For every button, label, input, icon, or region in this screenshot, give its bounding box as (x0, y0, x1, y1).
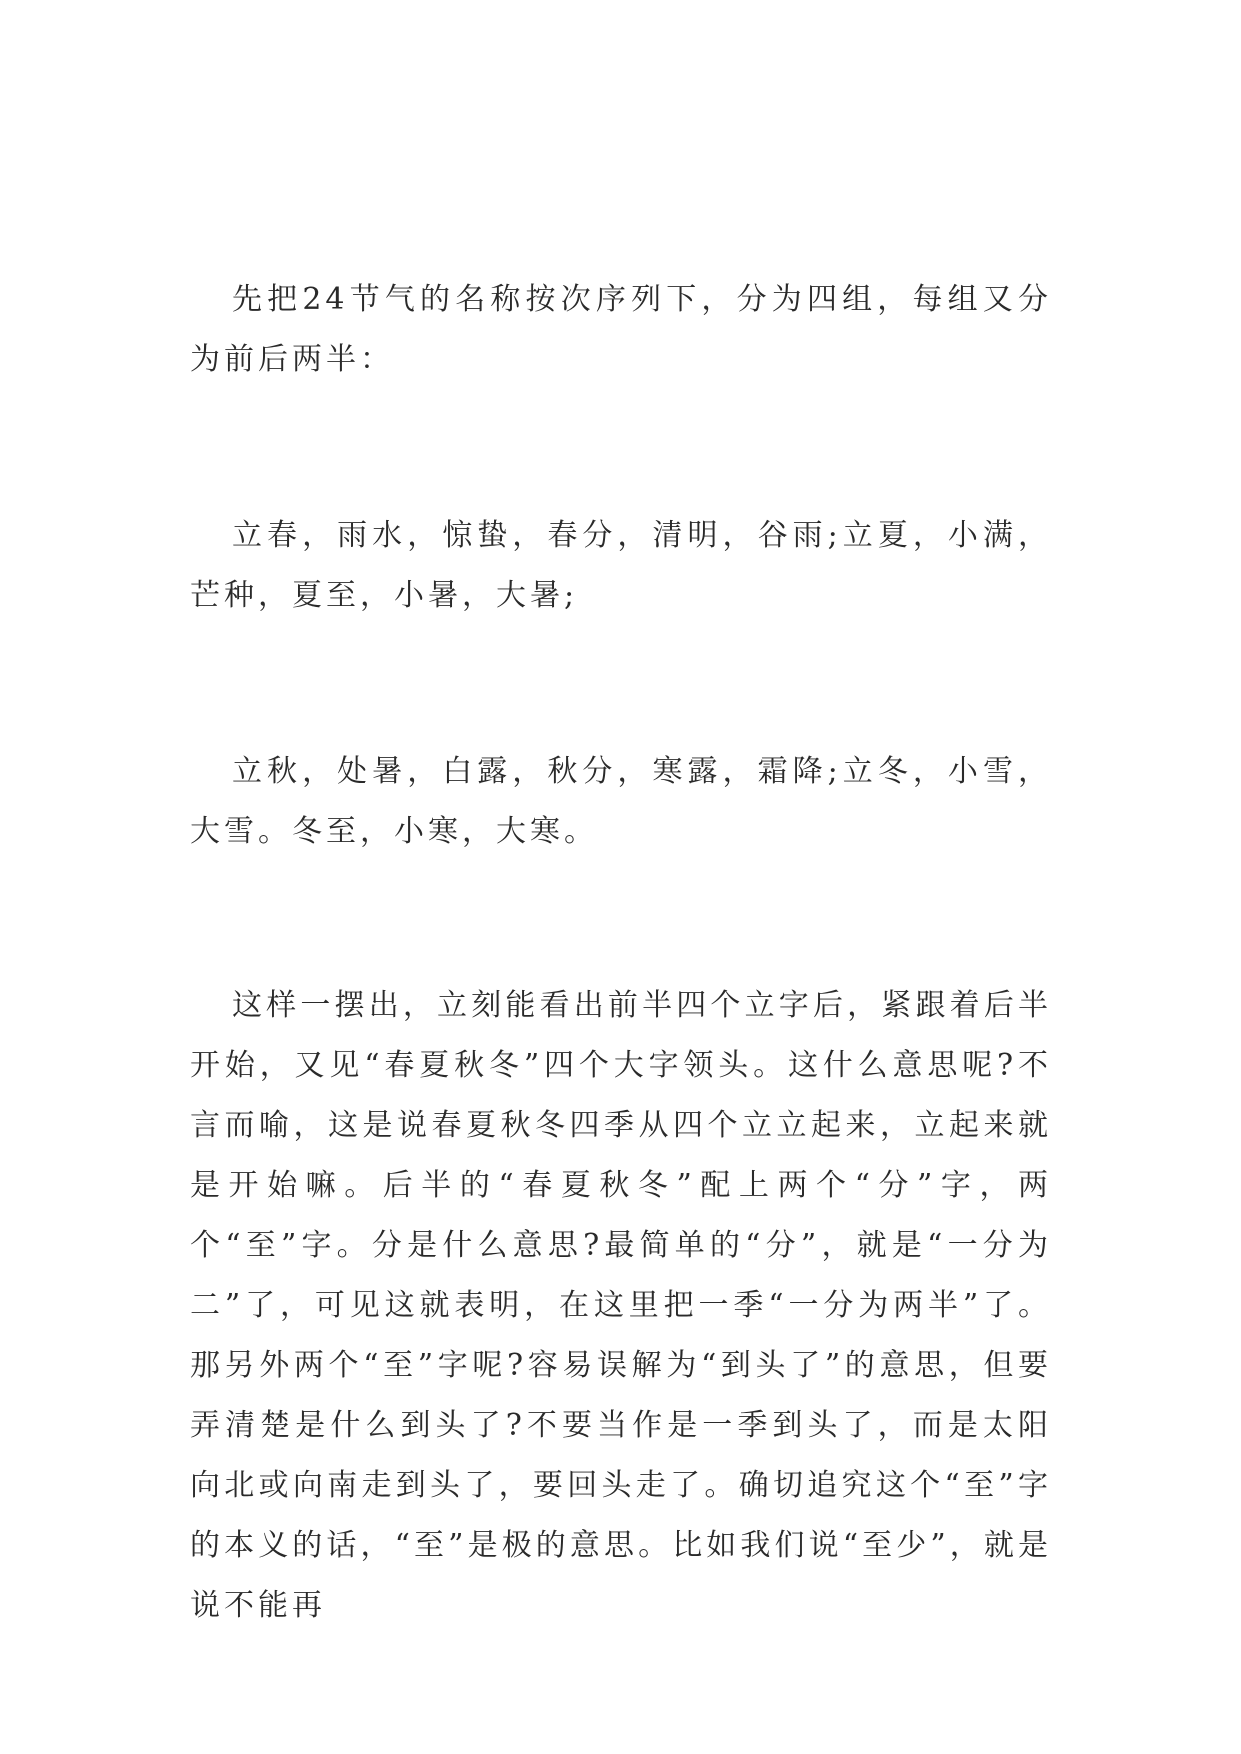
paragraph-intro: 先把24节气的名称按次序列下，分为四组，每组又分为前后两半： (190, 282, 1052, 377)
paragraph-spring-summer-terms: 立春，雨水，惊蛰，春分，清明，谷雨;立夏，小满，芒种，夏至，小暑，大暑; (190, 518, 1052, 613)
paragraph-autumn-winter-terms: 立秋，处暑，白露，秋分，寒露，霜降;立冬，小雪，大雪。冬至，小寒，大寒。 (190, 754, 1052, 849)
paragraph-explanation: 这样一摆出，立刻能看出前半四个立字后，紧跟着后半开始，又见“春夏秋冬”四个大字领头。这什么意思呢?不言而喻，这是说春夏秋冬四季从四个立立起来，立起来就是开始嘛。后半的“春夏秋冬”配上两个“分”字，两个“至”字。分是什么意思?最简单的“分”，就是“一分为二”了，可见这就表明，在这里把一季“一分为两半”了。那另外两个“至”字呢?容易误解为“到头了”的意思，但要弄清楚是什么到头了?不要当作是一季到头了，而是太阳向北或向南走到头了，要回头走了。确切追究这个“至”字的本义的话，“至”是极的意思。比如我们说“至少”，就是说不能再 (190, 988, 1052, 1623)
